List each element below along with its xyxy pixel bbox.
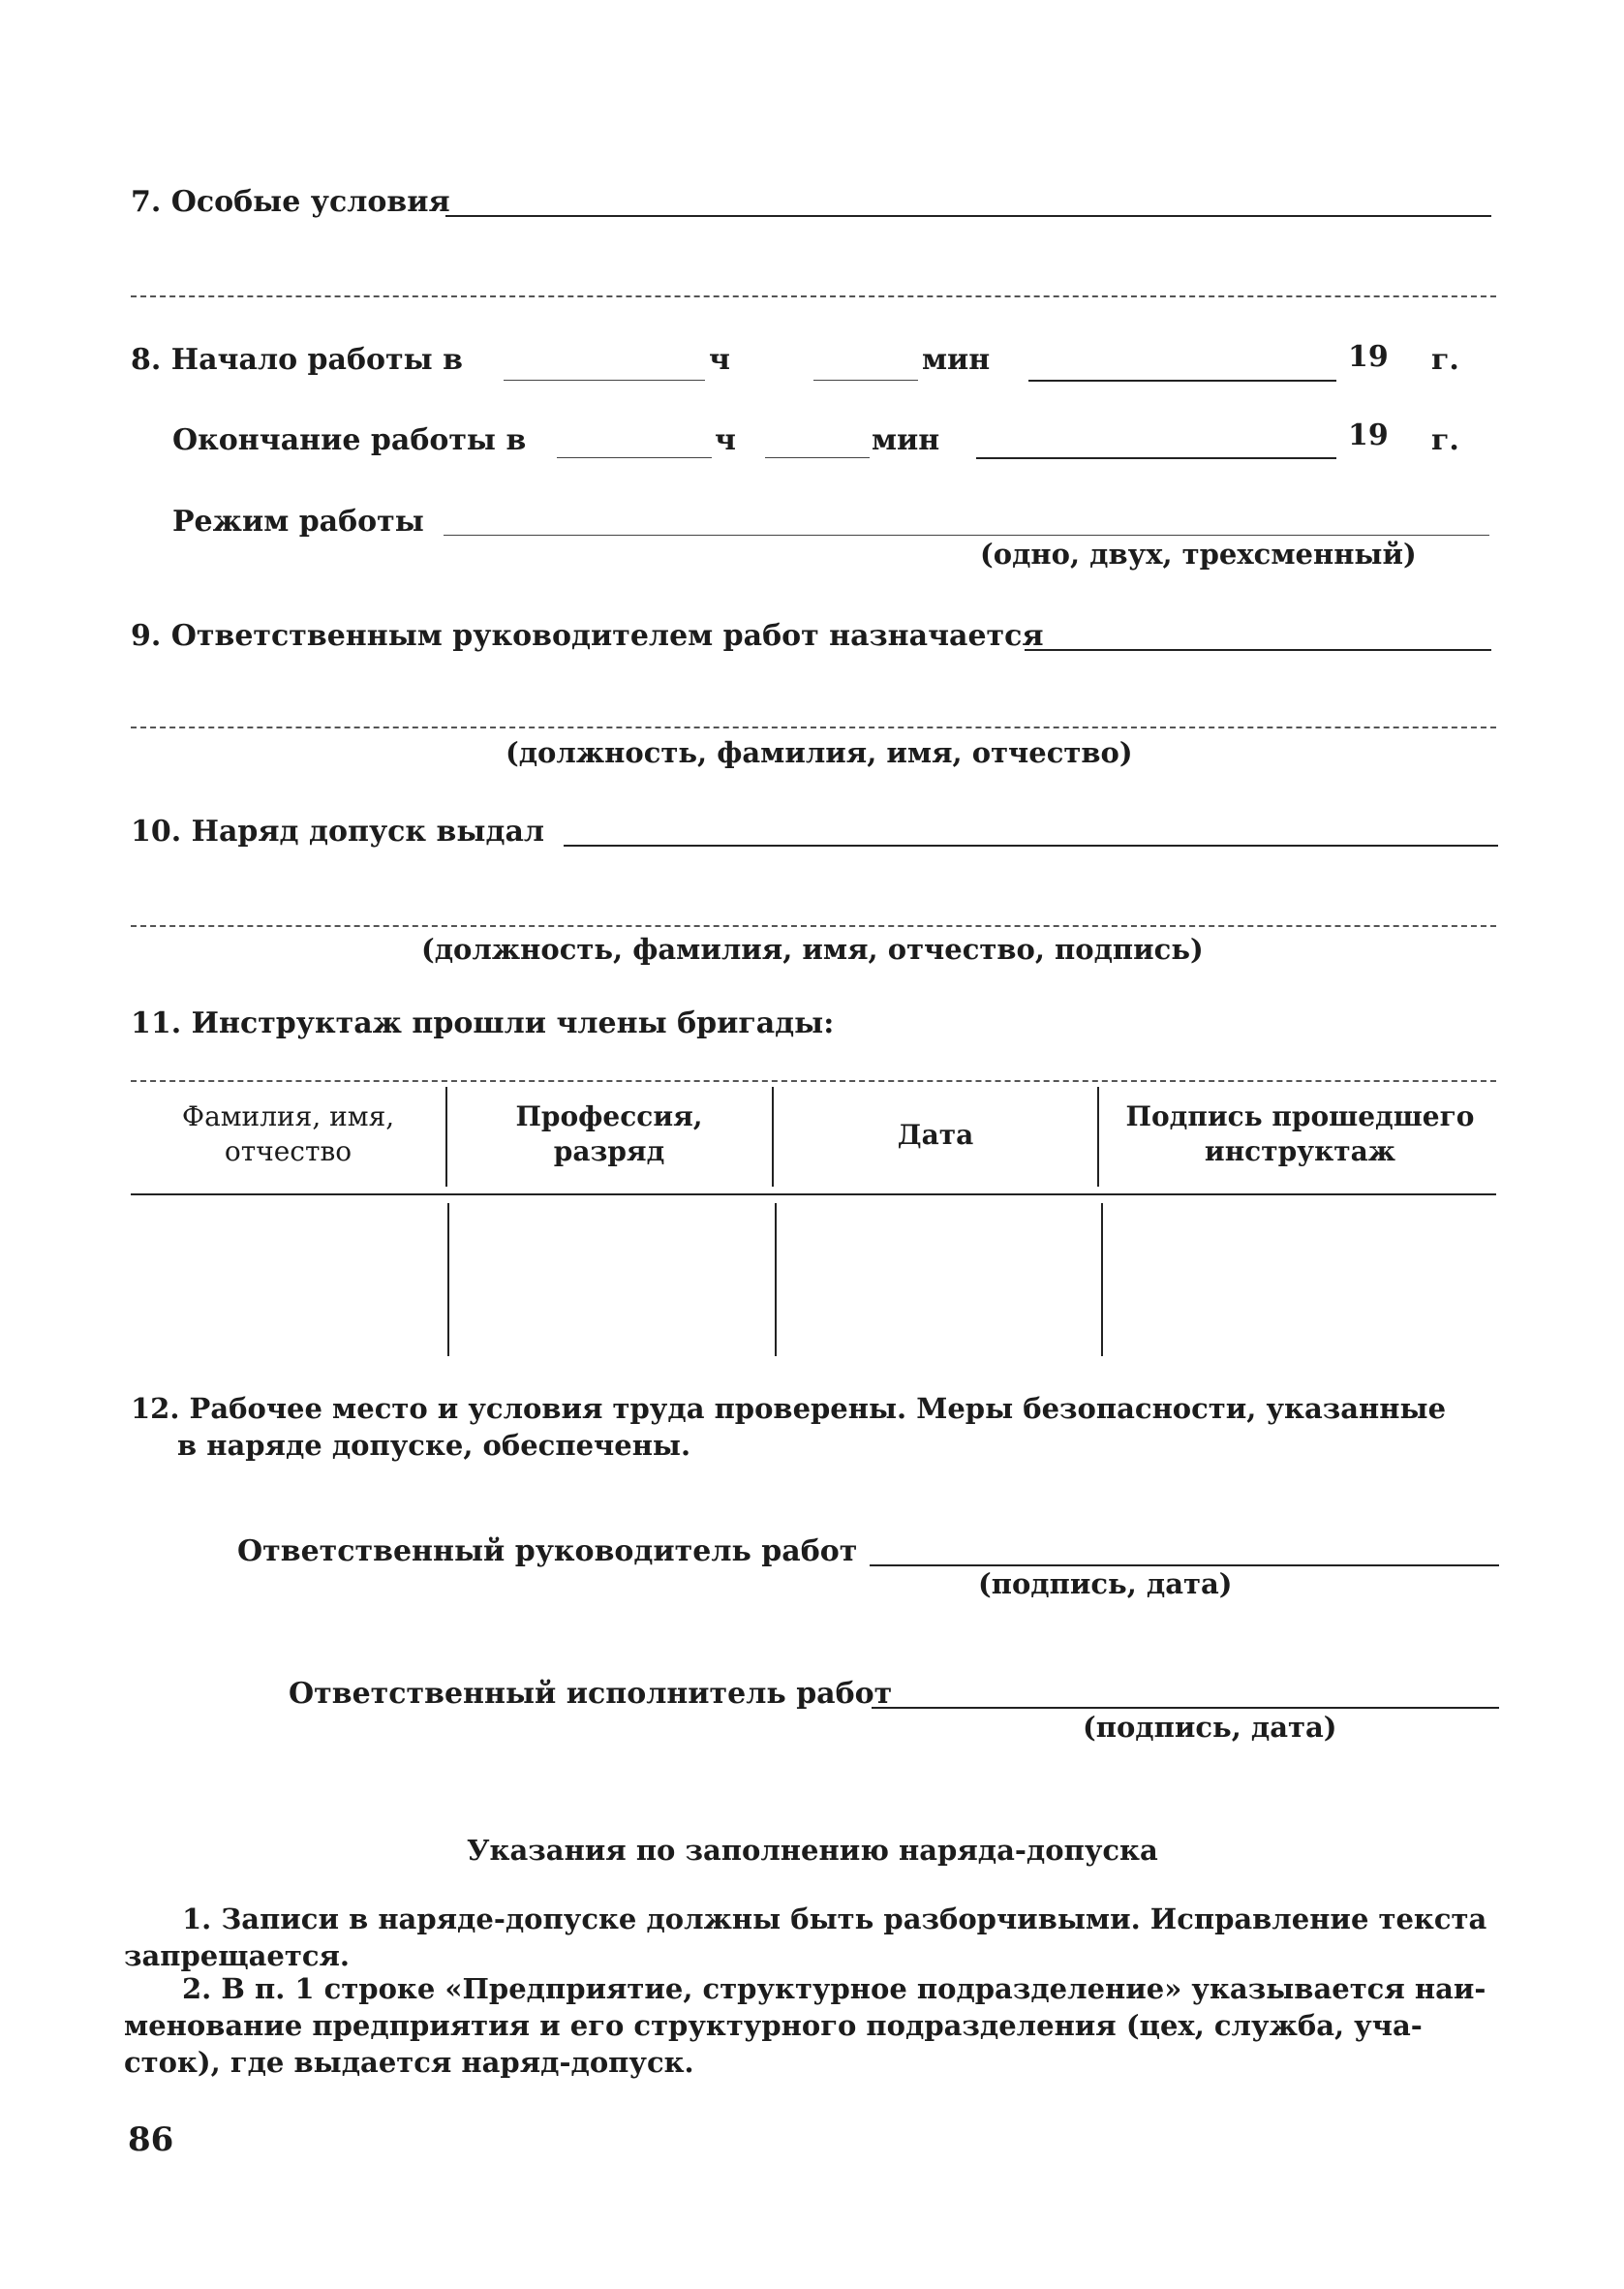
work-mode-caption: (одно, двух, трехсменный)	[980, 538, 1417, 571]
end-hour-suffix: ч	[715, 423, 736, 457]
manager-signature-line	[870, 1564, 1499, 1566]
table-body-divider-1	[447, 1203, 449, 1356]
item8-start-label: 8. Начало работы в	[131, 343, 463, 377]
instr-p1-line2: запрещается.	[124, 1939, 351, 1972]
table-divider-1	[445, 1087, 447, 1187]
header-name-line2: отчество	[224, 1135, 352, 1167]
executor-signature-label: Ответственный исполнитель работ	[289, 1677, 893, 1711]
table-header-signature	[1104, 1099, 1496, 1169]
start-hour-field	[504, 380, 705, 381]
table-header-name	[136, 1099, 441, 1169]
instructions-paragraph-1	[124, 1901, 1499, 1974]
item9-field-line-2	[131, 727, 1496, 728]
item10-caption: (должность, фамилия, имя, отчество, подпись)	[421, 933, 1204, 966]
manager-signature-caption: (подпись, дата)	[978, 1567, 1233, 1600]
end-date-field	[976, 457, 1336, 459]
table-header-date	[778, 1118, 1093, 1153]
item12-line1: 12. Рабочее место и условия труда проверены. Меры безопасности, указанные	[131, 1392, 1447, 1425]
start-year-suffix: г.	[1431, 343, 1459, 377]
table-header-profession	[451, 1099, 767, 1169]
start-hour-suffix: ч	[709, 343, 730, 377]
table-header-border	[131, 1193, 1496, 1195]
header-profession-line1: Профессия,	[515, 1100, 703, 1132]
table-divider-2	[772, 1087, 774, 1187]
end-year-suffix: г.	[1431, 423, 1459, 457]
item12-text	[131, 1390, 1496, 1464]
item11-label: 11. Инструктаж прошли члены бригады:	[131, 1006, 835, 1040]
item9-field-line	[1025, 649, 1491, 651]
executor-signature-caption: (подпись, дата)	[1083, 1711, 1337, 1744]
start-date-field	[1028, 380, 1336, 382]
end-hour-field	[557, 457, 712, 458]
item7-field-line-2	[131, 295, 1496, 297]
table-body-divider-2	[775, 1203, 777, 1356]
item12-line2: в наряде допуске, обеспечены.	[177, 1429, 691, 1462]
table-divider-3	[1097, 1087, 1099, 1187]
end-min-suffix: мин	[872, 423, 940, 457]
start-min-suffix: мин	[922, 343, 991, 377]
table-body-divider-3	[1101, 1203, 1103, 1356]
header-signature-line1: Подпись прошедшего	[1125, 1100, 1475, 1132]
header-date-line1: Дата	[897, 1119, 974, 1151]
executor-signature-line	[872, 1707, 1499, 1709]
manager-signature-label: Ответственный руководитель работ	[237, 1534, 858, 1568]
end-min-field	[765, 457, 870, 458]
work-mode-field	[444, 535, 1489, 536]
instructions-heading: Указания по заполнению наряда-допуска	[467, 1834, 1158, 1867]
header-name-line1: Фамилия, имя,	[181, 1100, 395, 1132]
page-number: 86	[128, 2120, 174, 2159]
item9-label: 9. Ответственным руководителем работ назначается	[131, 619, 1044, 653]
instr-p2-line1: 2. В п. 1 строке «Предприятие, структурное подразделение» указывается наи-	[182, 1972, 1486, 2005]
item10-field-line-2	[131, 925, 1496, 927]
instructions-paragraph-2	[124, 1970, 1499, 2081]
item10-field-line	[564, 845, 1498, 847]
end-year-prefix: 19	[1348, 418, 1389, 452]
item9-caption: (должность, фамилия, имя, отчество)	[506, 736, 1133, 769]
item8-mode-label: Режим работы	[172, 505, 424, 539]
header-profession-line2: разряд	[553, 1135, 665, 1167]
start-year-prefix: 19	[1348, 340, 1389, 374]
item10-label: 10. Наряд допуск выдал	[131, 815, 545, 849]
item7-field-line	[445, 215, 1491, 217]
table-top-border	[131, 1080, 1496, 1082]
item8-end-label: Окончание работы в	[172, 423, 527, 457]
instr-p2-line3: сток), где выдается наряд-допуск.	[124, 2046, 694, 2079]
instr-p1-line1: 1. Записи в наряде-допуске должны быть разборчивыми. Исправление текста	[182, 1902, 1487, 1935]
start-min-field	[813, 380, 918, 381]
header-signature-line2: инструктаж	[1204, 1135, 1396, 1167]
item7-label: 7. Особые условия	[131, 185, 450, 219]
instr-p2-line2: менование предприятия и его структурного подразделения (цех, служба, уча-	[124, 2009, 1423, 2042]
